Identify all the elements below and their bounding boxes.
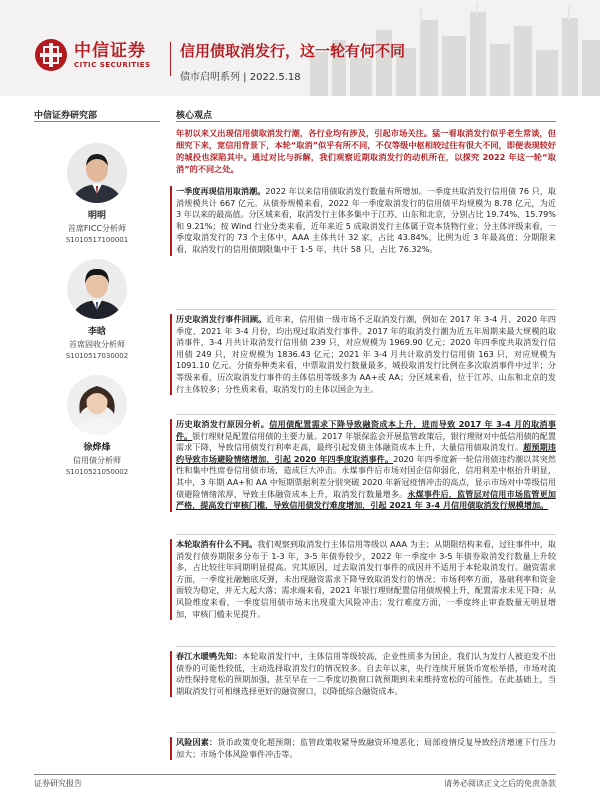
section-text: 银行理财是配置信用债的主要力量。2017 年银保监会开展监管政策后，银行理财对中低信用债的配置需求下降，导致信用债发行利率走高，最终引起发债主体融资成本上升，大量信用债取消发行。: [176, 430, 556, 453]
analyst-title: 首席FICC分析师: [67, 224, 127, 233]
report-header: [0, 0, 600, 96]
section-text: 我们观察到取消发行主体信用等级以 AAA 为主；从期限结构来看，过往事件中，取消发行债券期限多分布于 1-3 年，3-5 年债券较少，2022 年一季度中 3-5 年债券取消发行数量上升较多，占比较往年同期明显提高。究其原因，过去取消发行事件的成因并不适用于本轮取消发行。融资需求方面，一季度社融触底反弹，未出现融资需求下降导致取消发行的情况；市场利率方面，基础利率和资金面较为稳定，并无大起大落；需求端来看，2021 年银行理财配置信用债规模上升，配置需求未见下降；从风险维度来看，一季度信用债市场未出现重大风险冲击；发行难度方面，一季度终止审查数量无明显增加，审核门槛未见提升。: [176, 539, 556, 619]
analyst-photo: [66, 258, 128, 320]
brand-name-cn: 中信证券: [74, 40, 146, 61]
analyst-photo: [66, 374, 128, 436]
section-text: 本轮取消发行中，主体信用等级较高，企业性质多为国企，我们认为发行人被迫发不出债券的可能性较低，主动选择取消发行的情况较多。自去年以来，央行连续开展货币宽松举措，市场对流动性保持宽松的预期加强，甚至早在一二季度切换窗口就预期到未来维持宽松的可能性。在此基础上，当期取消发行可相继选择更好的融资窗口，以降低综合融资成本。: [176, 651, 556, 696]
analyst-name: 明明: [87, 211, 106, 221]
brand-name-en: CITIC SECURITIES: [74, 60, 151, 69]
divider: [176, 646, 556, 647]
analyst-card: [34, 258, 160, 360]
footer-label: 证券研究报告: [34, 779, 82, 788]
disclaimer-notice: 请务必阅读正文之后的免责条款: [444, 779, 556, 788]
logo-divider: [170, 42, 171, 76]
analyst-cert-number: S1010517030002: [65, 352, 129, 360]
section-risk-factors: [176, 737, 556, 760]
section-title: 历史取消发行原因分析。: [176, 419, 270, 429]
divider: [176, 414, 556, 415]
key-points-heading: 核心观点: [176, 111, 213, 121]
underlined-finding: 信用债配置需求下降导致融资成本上升，进而导致 2017 年 3-4 月的取消事件。: [176, 419, 556, 441]
divider: [176, 309, 556, 310]
citic-logo-icon: [34, 38, 68, 72]
section-marker: [170, 539, 172, 620]
analyst-cert-number: S1010517100001: [65, 236, 129, 244]
series-and-date: 债市启明系列 | 2022.5.18: [180, 72, 301, 83]
divider: [176, 121, 556, 122]
section-marker: [170, 314, 172, 395]
section-early-signal: [176, 651, 556, 697]
section-marker: [170, 419, 172, 512]
research-dept-heading: 中信证券研究部: [34, 111, 98, 121]
section-what-is-different: [176, 539, 556, 620]
analyst-name: 徐烨烽: [83, 443, 111, 453]
section-marker: [170, 651, 172, 697]
citic-logo: [34, 38, 151, 72]
key-points-summary: 年初以来又出现信用债取消发行潮，各行业均有涉及，引起市场关注。猛一看取消发行似乎老生常谈，但细究下来，宽信用背景下，本轮“取消”似乎有所不同，不仅等级中枢相较过往有很大不同，即便表现较好的城投也深陷其中。通过对比与拆解，我们观察近期取消发行的动机所在，以探究 2022 年这一轮“取消”的不同之处。: [176, 128, 556, 174]
section-history-causes: [176, 419, 556, 512]
section-title: 春江水暖鸭先知：: [176, 651, 243, 661]
section-title: 本轮取消有什么不同。: [176, 539, 258, 549]
analyst-card: [34, 374, 160, 476]
section-text: 2022 年以来信用债取消发行数量有所增加。一季度共取消发行信用债 76 只，取消规模共计 667 亿元。从债券规模来看，2022 年一季度取消发行的信用债平均规模为 8.78 亿元，为近 3 年以来的最高值。分区域来看，取消发行主体多集中于江苏、山东和北京，分别占比 19.74%、15.79%和 9.21%；按 Wind 行业分类来看，近年来近 5 成取消发行主体属于资本货物行业；分主体评级来看，一季度取消发行的 73 个主体中，AAA 主体共计 32 家，占比 43.84%，比例为近 3 年最高值；分期限来看，取消发行的信用债期限集中于 1-5 年，共计 58 只，占比 76.32%。: [176, 186, 556, 254]
section-history-review: [176, 314, 556, 395]
section-title: 风险因素：: [176, 737, 218, 747]
report-title: 信用债取消发行，这一轮有何不同: [180, 42, 406, 60]
section-text: 货币政策变化超预期；监管政策收紧导致融资环境恶化；局部疫情反复导致经济增速下行压力加大；市场个体风险事件冲击等。: [176, 737, 556, 759]
analyst-card: [34, 142, 160, 244]
section-q1-cancellations: [176, 186, 556, 256]
analyst-title: 首席固收分析师: [69, 340, 125, 349]
analyst-title: 信用债分析师: [73, 456, 121, 465]
analyst-photo: [66, 142, 128, 204]
divider: [176, 534, 556, 535]
analyst-name: 李晗: [87, 327, 106, 337]
section-marker: [170, 737, 172, 760]
underlined-finding: 永煤事件后，监管层对信用市场监管更加严格，提高发行审核门槛，导致信用债发行难度增加，引起 2021 年 3-4 月信用债取消发行规模增加。: [176, 488, 556, 511]
analyst-cert-number: S1010521050002: [65, 468, 129, 476]
divider: [34, 121, 160, 122]
section-marker: [170, 186, 172, 256]
divider: [176, 732, 556, 733]
section-title: 一季度再现信用取消潮。: [176, 186, 266, 196]
footer-divider: [34, 774, 556, 775]
underlined-finding: 超预期违约导致市场避险情绪增加，引起 2020 年四季度取消事件。: [176, 442, 556, 464]
section-text: 2020 年四季度新一轮信用债违约潮以其突然性和集中性席卷信用债市场，造成巨大冲击。永煤事件后市场对国企信仰弱化，信用利差中枢抬升明显，其中，3 年期 AA+和 AA 中短期票据利差分别突破 2020 年新冠疫情冲击的高点，显示市场对中等级信用债避险情绪浓厚，导致主体融资成本上升，取消发行数量增多。: [176, 453, 556, 499]
section-title: 历史取消发行事件回顾。: [176, 314, 267, 324]
section-text: 近年来，信用债一级市场不乏取消发行潮，例如在 2017 年 3-4 月、2020 年四季度、2021 年 3-4 月份，均出现过取消发行事件。2017 年的取消发行潮为近五年周期来最大规模的取消事件，3-4 月共计取消发行信用债 239 只，对应规模为 1969.90 亿元；2020 年四季度共取消发行信用债 249 只，对应规模为 1836.43 亿元；2021 年 3-4 月共计取消发行信用债 163 只，对应规模为 1091.10 亿元。分债券种类来看，中票取消发行数量最多，城投取消发行比例在多次取消事件中过半；分等级来看，历次取消发行事件的主体信用等级多为 AA+或 AA；分区域来看，位于江苏、山东和北京的发行主体较多；分性质来看，取消发行的主体以国企为主。: [176, 314, 556, 394]
